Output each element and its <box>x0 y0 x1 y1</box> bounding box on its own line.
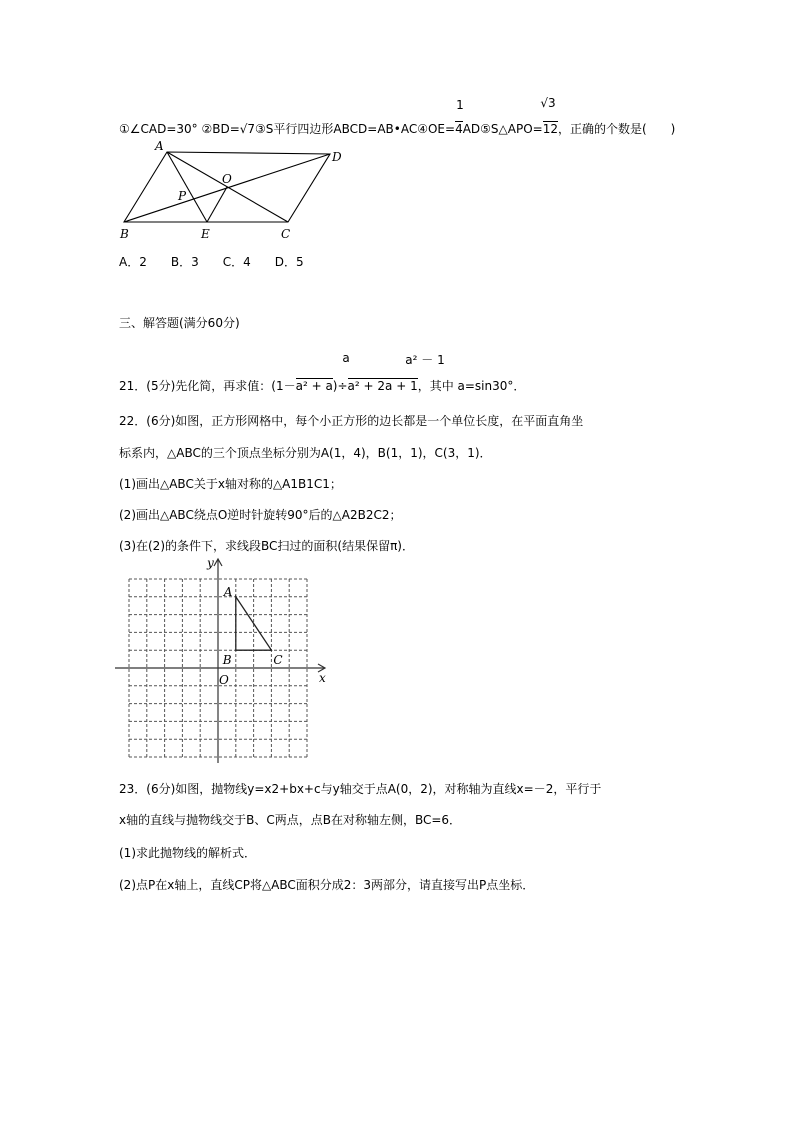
q23-line1: 23．(6分)如图，抛物线y=x2+bx+c与y轴交于点A(0，2)，对称轴为直线x=－2，平行于 <box>119 782 602 796</box>
q21-suffix: ，其中 a=sin30°． <box>417 379 526 393</box>
q21-frac1-denominator: a² + a <box>295 379 333 393</box>
point-label-A: A <box>223 584 233 599</box>
q21-text <box>119 378 525 393</box>
q20-statement-a: ①∠CAD=30° ②BD=√7③S平行四边形ABCD=AB•AC④OE= <box>119 122 456 136</box>
q21-middle: )÷ <box>332 379 348 393</box>
q20-statement-b: AD⑤S△APO= <box>462 122 543 136</box>
section-heading: 三、解答题(满分60分) <box>119 316 240 330</box>
label-B: B <box>120 227 129 241</box>
q22-line2: 标系内，△ABC的三个顶点坐标分别为A(1，4)，B(1，1)，C(3，1)． <box>119 446 492 460</box>
q20-frac2-denominator: 12 <box>542 122 558 136</box>
origin-label: O <box>219 673 229 687</box>
label-E: E <box>201 227 210 241</box>
label-O: O <box>222 172 232 186</box>
q21-frac2-numerator: a² － 1 <box>405 353 445 367</box>
x-axis-label: x <box>319 671 326 685</box>
label-C: C <box>281 227 291 241</box>
parallelogram-figure <box>0 0 794 260</box>
y-axis-arrow-icon <box>214 559 222 566</box>
point-label-C: C <box>273 653 283 668</box>
y-axis-label: y <box>207 556 214 570</box>
q22-line1: 22．(6分)如图，正方形网格中，每个小正方形的边长都是一个单位长度，在平面直角坐 <box>119 414 584 428</box>
q21-frac1-numerator: a <box>342 351 350 365</box>
x-axis-arrow-icon <box>318 664 325 672</box>
label-P: P <box>178 189 187 203</box>
q22-part3: (3)在(2)的条件下，求线段BC扫过的面积(结果保留π)． <box>119 539 414 553</box>
q20-frac1-numerator: 1 <box>456 98 464 112</box>
label-A: A <box>155 139 164 153</box>
q21-frac2-denominator: a² + 2a + 1 <box>347 379 418 393</box>
q21-prefix: 21．(5分)先化简，再求值：(1－ <box>119 379 296 393</box>
triangle-ABC <box>236 597 272 650</box>
q20-frac1-denominator: 4 <box>455 122 463 136</box>
q20-options: A．2 B．3 C．4 D．5 <box>119 255 304 269</box>
q20-statement-c: ，正确的个数是( ) <box>558 122 676 136</box>
q22-part2: (2)画出△ABC绕点O逆时针旋转90°后的△A2B2C2； <box>119 508 402 522</box>
label-D: D <box>332 150 342 164</box>
q23-line2: x轴的直线与抛物线交于B、C两点，点B在对称轴左侧，BC=6． <box>119 813 462 827</box>
point-label-B: B <box>222 653 232 668</box>
q20-frac2-numerator: √3 <box>540 96 556 110</box>
q22-part1: (1)画出△ABC关于x轴对称的△A1B1C1； <box>119 477 342 491</box>
q23-part1: (1)求此抛物线的解析式． <box>119 846 256 860</box>
q23-part2: (2)点P在x轴上，直线CP将△ABC面积分成2：3两部分，请直接写出P点坐标． <box>119 878 535 892</box>
